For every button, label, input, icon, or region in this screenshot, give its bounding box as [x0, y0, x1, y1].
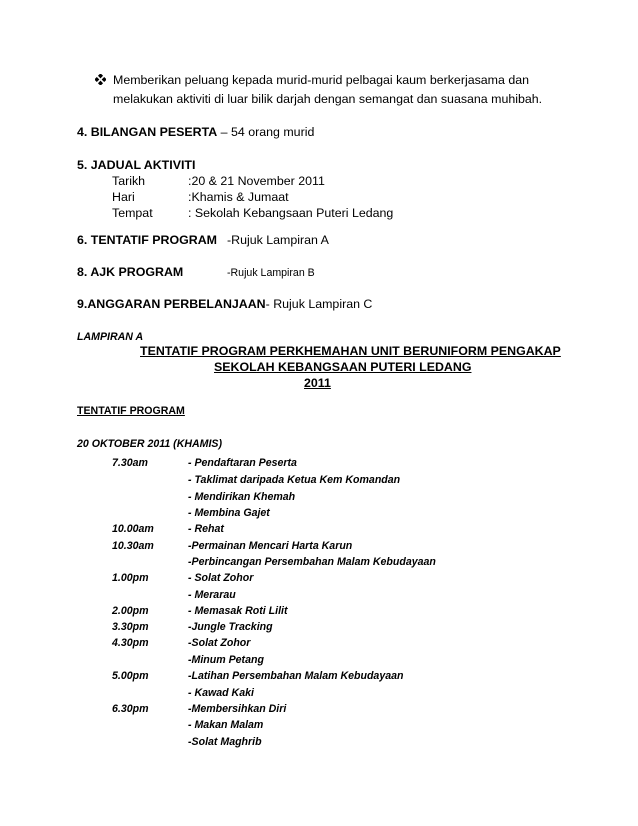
program-heading: TENTATIF PROGRAM — [77, 405, 185, 417]
schedule-activity: - Membina Gajet — [188, 507, 270, 519]
schedule-time: 7.30am — [112, 457, 148, 469]
jadual-label-hari: Hari — [112, 190, 135, 204]
schedule-time: 4.30pm — [112, 637, 149, 649]
anggaran-line — [77, 296, 372, 312]
tentatif-section-heading: 6. TENTATIF PROGRAM — [77, 233, 217, 247]
schedule-time: 10.30am — [112, 540, 154, 552]
objective-line-1: Memberikan peluang kepada murid-murid pelbagai kaum berkerjasama dan — [113, 73, 529, 87]
schedule-activity: -Solat Zohor — [188, 637, 251, 649]
schedule-time: 3.30pm — [112, 621, 149, 633]
bilangan-line — [77, 124, 314, 140]
schedule-activity: -Perbincangan Persembahan Malam Kebudayaan — [188, 556, 436, 568]
schedule-activity: -Membersihkan Diri — [188, 703, 287, 715]
schedule-activity: -Minum Petang — [188, 654, 264, 666]
schedule-activity: - Makan Malam — [188, 719, 264, 731]
schedule-activity: - Memasak Roti Lilit — [188, 605, 288, 617]
schedule-activity: - Kawad Kaki — [188, 687, 254, 699]
lampiran-title-line-2: SEKOLAH KEBANGSAAN PUTERI LEDANG — [214, 360, 472, 374]
jadual-heading: 5. JADUAL AKTIVITI — [77, 158, 196, 172]
lampiran-title-line-3: 2011 — [304, 376, 331, 390]
ajk-value: -Rujuk Lampiran B — [227, 267, 315, 279]
diamond-bullet-icon — [95, 74, 106, 85]
bilangan-heading: 4. BILANGAN PESERTA — [77, 125, 218, 139]
ajk-heading: 8. AJK PROGRAM — [77, 265, 184, 279]
anggaran-value: - Rujuk Lampiran C — [265, 297, 373, 311]
jadual-label-tarikh: Tarikh — [112, 174, 146, 188]
lampiran-label: LAMPIRAN A — [77, 331, 144, 343]
bilangan-value: – 54 orang murid — [217, 125, 315, 139]
schedule-activity: -Solat Maghrib — [188, 736, 262, 748]
anggaran-heading: 9.ANGGARAN PERBELANJAAN — [77, 297, 266, 311]
jadual-value-tempat: : Sekolah Kebangsaan Puteri Ledang — [188, 206, 394, 220]
schedule-time: 10.00am — [112, 523, 154, 535]
jadual-value-hari: :Khamis & Jumaat — [188, 190, 289, 204]
schedule-time: 2.00pm — [112, 605, 149, 617]
schedule-activity: - Pendaftaran Peserta — [188, 457, 297, 469]
schedule-time: 1.00pm — [112, 572, 149, 584]
jadual-label-tempat: Tempat — [112, 206, 153, 220]
schedule-activity: - Solat Zohor — [188, 572, 254, 584]
objective-line-2: melakukan aktiviti di luar bilik darjah dengan semangat dan suasana muhibah. — [113, 92, 543, 106]
tentatif-section-value: -Rujuk Lampiran A — [227, 233, 329, 247]
schedule-activity: -Latihan Persembahan Malam Kebudayaan — [188, 670, 404, 682]
schedule-time: 5.00pm — [112, 670, 149, 682]
jadual-value-tarikh: :20 & 21 November 2011 — [188, 174, 325, 188]
schedule-activity: -Jungle Tracking — [188, 621, 273, 633]
schedule-time: 6.30pm — [112, 703, 149, 715]
schedule-activity: - Taklimat daripada Ketua Kem Komandan — [188, 474, 401, 486]
schedule-activity: - Mendirikan Khemah — [188, 491, 296, 503]
program-date: 20 OKTOBER 2011 (KHAMIS) — [77, 438, 223, 450]
schedule-activity: - Merarau — [188, 589, 236, 601]
schedule-activity: - Rehat — [188, 523, 224, 535]
lampiran-title-line-1: TENTATIF PROGRAM PERKHEMAHAN UNIT BERUNIFORM PENGAKAP — [140, 344, 561, 358]
schedule-activity: -Permainan Mencari Harta Karun — [188, 540, 353, 552]
